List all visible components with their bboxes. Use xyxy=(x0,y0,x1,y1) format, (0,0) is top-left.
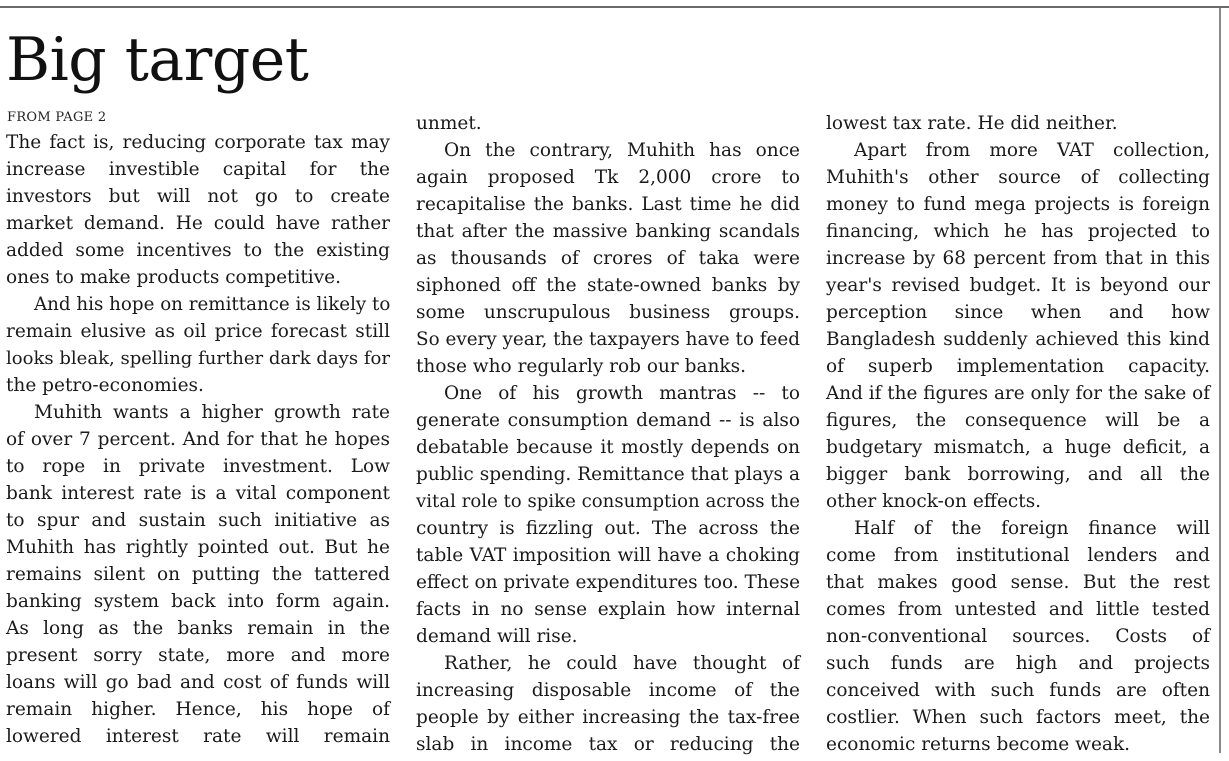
text-line: costlier. When such factors meet, the xyxy=(826,707,1210,728)
text-line: public spending. Remittance that plays a xyxy=(416,464,800,485)
text-line: So every year, the taxpayers have to feed xyxy=(416,329,800,350)
text-line: siphoned off the state-owned banks by xyxy=(416,275,800,296)
article-column-1 xyxy=(6,129,390,750)
text-line: again proposed Tk 2,000 crore to xyxy=(416,167,800,188)
text-line: some unscrupulous business groups. xyxy=(416,302,800,323)
text-line: lowered interest rate will remain xyxy=(6,726,390,747)
text-line: such funds are high and projects xyxy=(826,653,1210,674)
text-line: remains silent on putting the tattered xyxy=(6,564,390,585)
continued-from-label: FROM PAGE 2 xyxy=(7,110,107,125)
article-column-2 xyxy=(416,110,800,758)
text-line: demand will rise. xyxy=(416,626,578,647)
text-line: conceived with such funds are often xyxy=(826,680,1210,701)
column-rule xyxy=(1219,8,1221,753)
text-line: that makes good sense. But the rest xyxy=(826,572,1210,593)
text-line: those who regularly rob our banks. xyxy=(416,356,747,377)
text-line: financing, which he has projected to xyxy=(826,221,1210,242)
text-line: vital role to spike consumption across the xyxy=(416,491,800,512)
top-rule xyxy=(0,6,1229,8)
text-line: as thousands of crores of taka were xyxy=(416,248,800,269)
text-line: come from institutional lenders and xyxy=(826,545,1210,566)
text-line: The fact is, reducing corporate tax may xyxy=(6,132,390,153)
text-line: increase by 68 percent from that in this xyxy=(826,248,1210,269)
text-line: of over 7 percent. And for that he hopes xyxy=(6,429,390,450)
text-line: present sorry state, more and more xyxy=(6,645,390,666)
text-line: facts in no sense explain how internal xyxy=(416,599,800,620)
text-line: money to fund mega projects is foreign xyxy=(826,194,1210,215)
text-line: year's revised budget. It is beyond our xyxy=(826,275,1210,296)
text-line: effect on private expenditures too. These xyxy=(416,572,800,593)
text-line: increasing disposable income of the xyxy=(416,680,800,701)
text-line: table VAT imposition will have a choking xyxy=(416,545,800,566)
text-line: unmet. xyxy=(416,113,482,134)
text-line: Half of the foreign finance will xyxy=(854,518,1210,539)
text-line: country is fizzling out. The across the xyxy=(416,518,800,539)
text-line: And his hope on remittance is likely to xyxy=(34,294,391,315)
text-line: One of his growth mantras -- to xyxy=(444,383,800,404)
text-line: figures, the consequence will be a xyxy=(826,410,1210,431)
article-column-3 xyxy=(826,110,1210,758)
text-line: non-conventional sources. Costs of xyxy=(826,626,1210,647)
text-line: comes from untested and little tested xyxy=(826,599,1210,620)
text-line: bigger bank borrowing, and all the xyxy=(826,464,1210,485)
text-line: economic returns become weak. xyxy=(826,734,1131,755)
text-line: investors but will not go to create xyxy=(6,186,390,207)
text-line: generate consumption demand -- is also xyxy=(416,410,800,431)
text-line: Rather, he could have thought of xyxy=(444,653,800,674)
text-line: that after the massive banking scandals xyxy=(416,221,800,242)
text-line: Muhith has rightly pointed out. But he xyxy=(6,537,390,558)
text-line: looks bleak, spelling further dark days for xyxy=(6,348,390,369)
headline: Big target xyxy=(6,25,309,95)
text-line: Apart from more VAT collection, xyxy=(854,140,1210,161)
text-line: of superb implementation capacity. xyxy=(826,356,1210,377)
text-line: slab in income tax or reducing the xyxy=(416,734,800,755)
text-line: ones to make products competitive. xyxy=(6,267,342,288)
text-line: recapitalise the banks. Last time he did xyxy=(416,194,800,215)
text-line: remain elusive as oil price forecast still xyxy=(6,321,390,342)
text-line: to rope in private investment. Low xyxy=(6,456,390,477)
text-line: to spur and sustain such initiative as xyxy=(6,510,390,531)
text-line: banking system back into form again. xyxy=(6,591,390,612)
text-line: other knock-on effects. xyxy=(826,491,1042,512)
text-line: market demand. He could have rather xyxy=(6,213,390,234)
text-line: loans will go bad and cost of funds will xyxy=(6,672,390,693)
text-line: budgetary mismatch, a huge deficit, a xyxy=(826,437,1210,458)
text-line: lowest tax rate. He did neither. xyxy=(826,113,1118,134)
text-line: As long as the banks remain in the xyxy=(6,618,390,639)
text-line: bank interest rate is a vital component xyxy=(6,483,390,504)
text-line: Muhith wants a higher growth rate xyxy=(34,402,390,423)
text-line: debatable because it mostly depends on xyxy=(416,437,800,458)
text-line: the petro-economies. xyxy=(6,375,204,396)
text-line: remain higher. Hence, his hope of xyxy=(6,699,390,720)
text-line: Bangladesh suddenly achieved this kind xyxy=(826,329,1210,350)
text-line: perception since when and how xyxy=(826,302,1210,323)
text-line: added some incentives to the existing xyxy=(6,240,390,261)
text-line: And if the figures are only for the sake of xyxy=(826,383,1210,404)
text-line: people by either increasing the tax-free xyxy=(416,707,800,728)
text-line: On the contrary, Muhith has once xyxy=(444,140,800,161)
text-line: Muhith's other source of collecting xyxy=(826,167,1210,188)
text-line: increase investible capital for the xyxy=(6,159,390,180)
